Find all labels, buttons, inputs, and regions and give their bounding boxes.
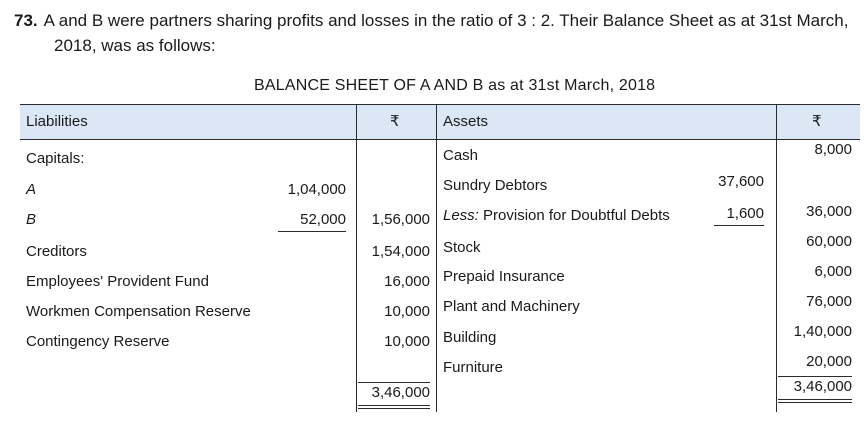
header-assets-amount: ₹ [812, 113, 822, 130]
liability-amount-workmen-reserve: 10,000 [384, 303, 430, 320]
liability-label-creditors: Creditors [26, 243, 87, 260]
header-liabilities-amount: ₹ [390, 113, 400, 130]
asset-amount-debtors-gross: 37,600 [718, 173, 764, 190]
assets-total: 3,46,000 [778, 376, 852, 403]
asset-amount-furniture: 20,000 [806, 353, 852, 370]
liabilities-total: 3,46,000 [358, 382, 430, 409]
question-text [14, 8, 859, 58]
question-number: 73. [14, 11, 38, 30]
capital-b-label: B [26, 211, 37, 228]
asset-label-sundry-debtors: Sundry Debtors [443, 177, 548, 194]
asset-label-provision [443, 206, 670, 226]
liability-amount-contingency-reserve: 10,000 [384, 333, 430, 350]
balance-sheet-caption: BALANCE SHEET OF A AND B as at 31st March, 2018 [254, 77, 656, 94]
question-line-2: 2018, was as follows: [54, 36, 216, 55]
asset-amount-provision: 1,600 [714, 204, 764, 226]
asset-label-prepaid-insurance: Prepaid Insurance [443, 268, 565, 285]
asset-label-furniture: Furniture [443, 359, 504, 376]
asset-amount-building: 1,40,000 [793, 323, 852, 340]
asset-amount-debtors-net: 36,000 [806, 203, 852, 220]
asset-label-plant-machinery: Plant and Machinery [443, 298, 580, 315]
asset-amount-plant-machinery: 76,000 [806, 293, 852, 310]
asset-label-building: Building [443, 329, 497, 346]
liability-label-contingency-reserve: Contingency Reserve [26, 333, 170, 350]
capital-b-amount: 52,000 [278, 210, 346, 232]
capitals-total: 1,56,000 [371, 211, 430, 228]
less-label: Less: [443, 207, 479, 224]
question-line-1: A and B were partners sharing profits and losses in the ratio of 3 : 2. Their Balance Sheet as at 31st March, [43, 11, 849, 30]
liability-label-workmen-reserve: Workmen Compensation Reserve [26, 303, 251, 320]
header-liabilities: Liabilities [26, 113, 88, 130]
liability-amount-provident-fund: 16,000 [384, 273, 430, 290]
asset-label-cash: Cash [443, 147, 479, 164]
capital-a-amount: 1,04,000 [287, 181, 346, 198]
balance-sheet-table [20, 104, 860, 412]
table-header-band [20, 104, 860, 140]
asset-label-stock: Stock [443, 239, 481, 256]
liability-amount-creditors: 1,54,000 [371, 243, 430, 260]
column-divider [776, 104, 777, 412]
asset-amount-cash: 8,000 [814, 141, 852, 158]
provision-label: Provision for Doubtful Debts [483, 207, 670, 224]
column-divider [436, 104, 437, 412]
asset-amount-prepaid-insurance: 6,000 [814, 263, 852, 280]
header-assets: Assets [443, 113, 489, 130]
capital-a-label: A [26, 181, 37, 198]
capitals-label: Capitals: [26, 150, 85, 167]
asset-amount-stock: 60,000 [806, 233, 852, 250]
liability-label-provident-fund: Employees' Provident Fund [26, 273, 209, 290]
